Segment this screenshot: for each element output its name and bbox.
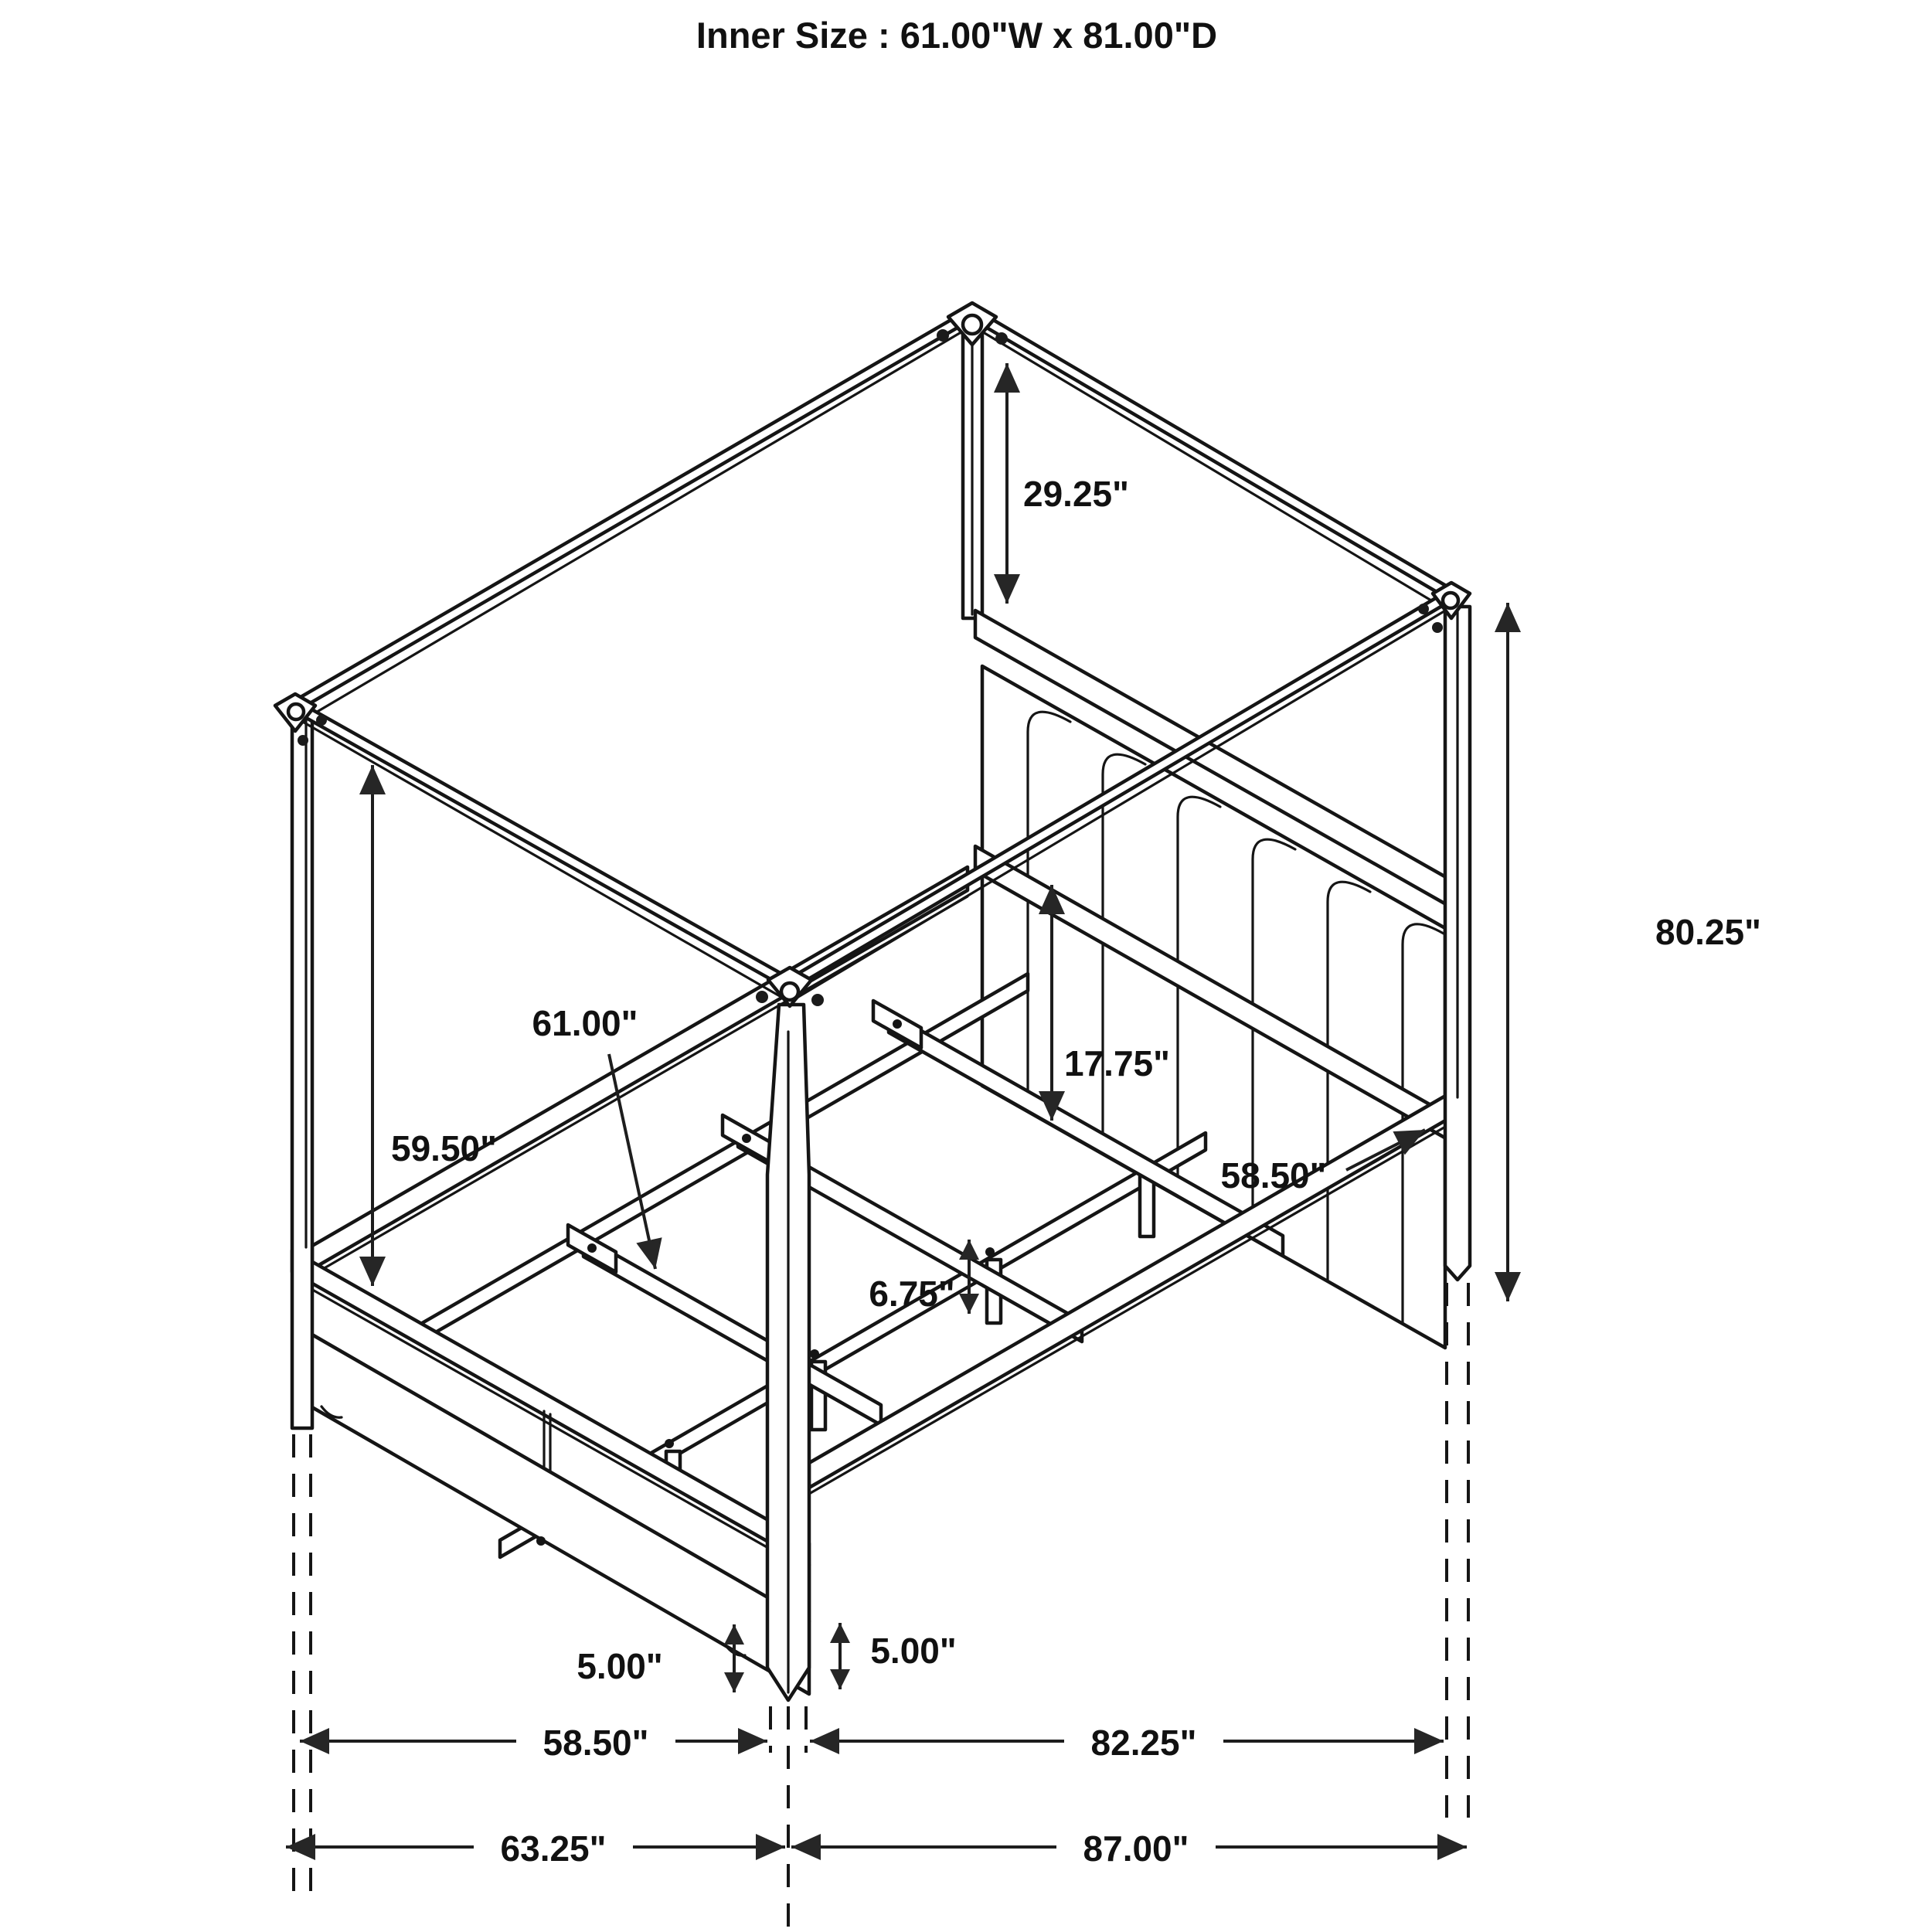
- dim-foot-height-left-label: 5.00": [577, 1646, 663, 1686]
- page-title: Inner Size : 61.00"W x 81.00"D: [696, 15, 1218, 56]
- dim-foot-height-right-label: 5.00": [870, 1631, 957, 1671]
- dim-overall-height-label: 80.25": [1655, 912, 1761, 952]
- dim-canopy-drop-label: 29.25": [1023, 474, 1129, 514]
- cap-hole-back: [963, 315, 981, 334]
- dim-span-footboard-label: 58.50": [543, 1723, 649, 1763]
- dim-under-canopy-label: 59.50": [391, 1128, 497, 1168]
- dim-inner-width-label: 61.00": [532, 1003, 638, 1043]
- dim-overall-height: [1508, 603, 1761, 1301]
- back-post: [963, 332, 982, 618]
- front-post: [767, 1005, 809, 1700]
- dim-footboard-inner-label: 58.50": [1220, 1155, 1327, 1196]
- cap-hole-right: [1443, 593, 1458, 608]
- dim-foot-height-right: [840, 1623, 957, 1689]
- dim-row1: [300, 1711, 1444, 1767]
- dim-span-rail-label: 82.25": [1090, 1723, 1197, 1763]
- right-post: [1445, 607, 1470, 1280]
- dim-overall-depth-label: 87.00": [1083, 1828, 1189, 1869]
- dim-headboard-to-slat-label: 17.75": [1064, 1043, 1170, 1083]
- left-post: [292, 717, 312, 1428]
- dim-row2: [286, 1817, 1467, 1872]
- footboard: [292, 1250, 809, 1694]
- dim-overall-width-label: 63.25": [500, 1828, 607, 1869]
- cap-hole-left: [288, 704, 304, 719]
- dim-support-leg-height-label: 6.75": [869, 1274, 955, 1314]
- cap-hole-front: [781, 983, 798, 1000]
